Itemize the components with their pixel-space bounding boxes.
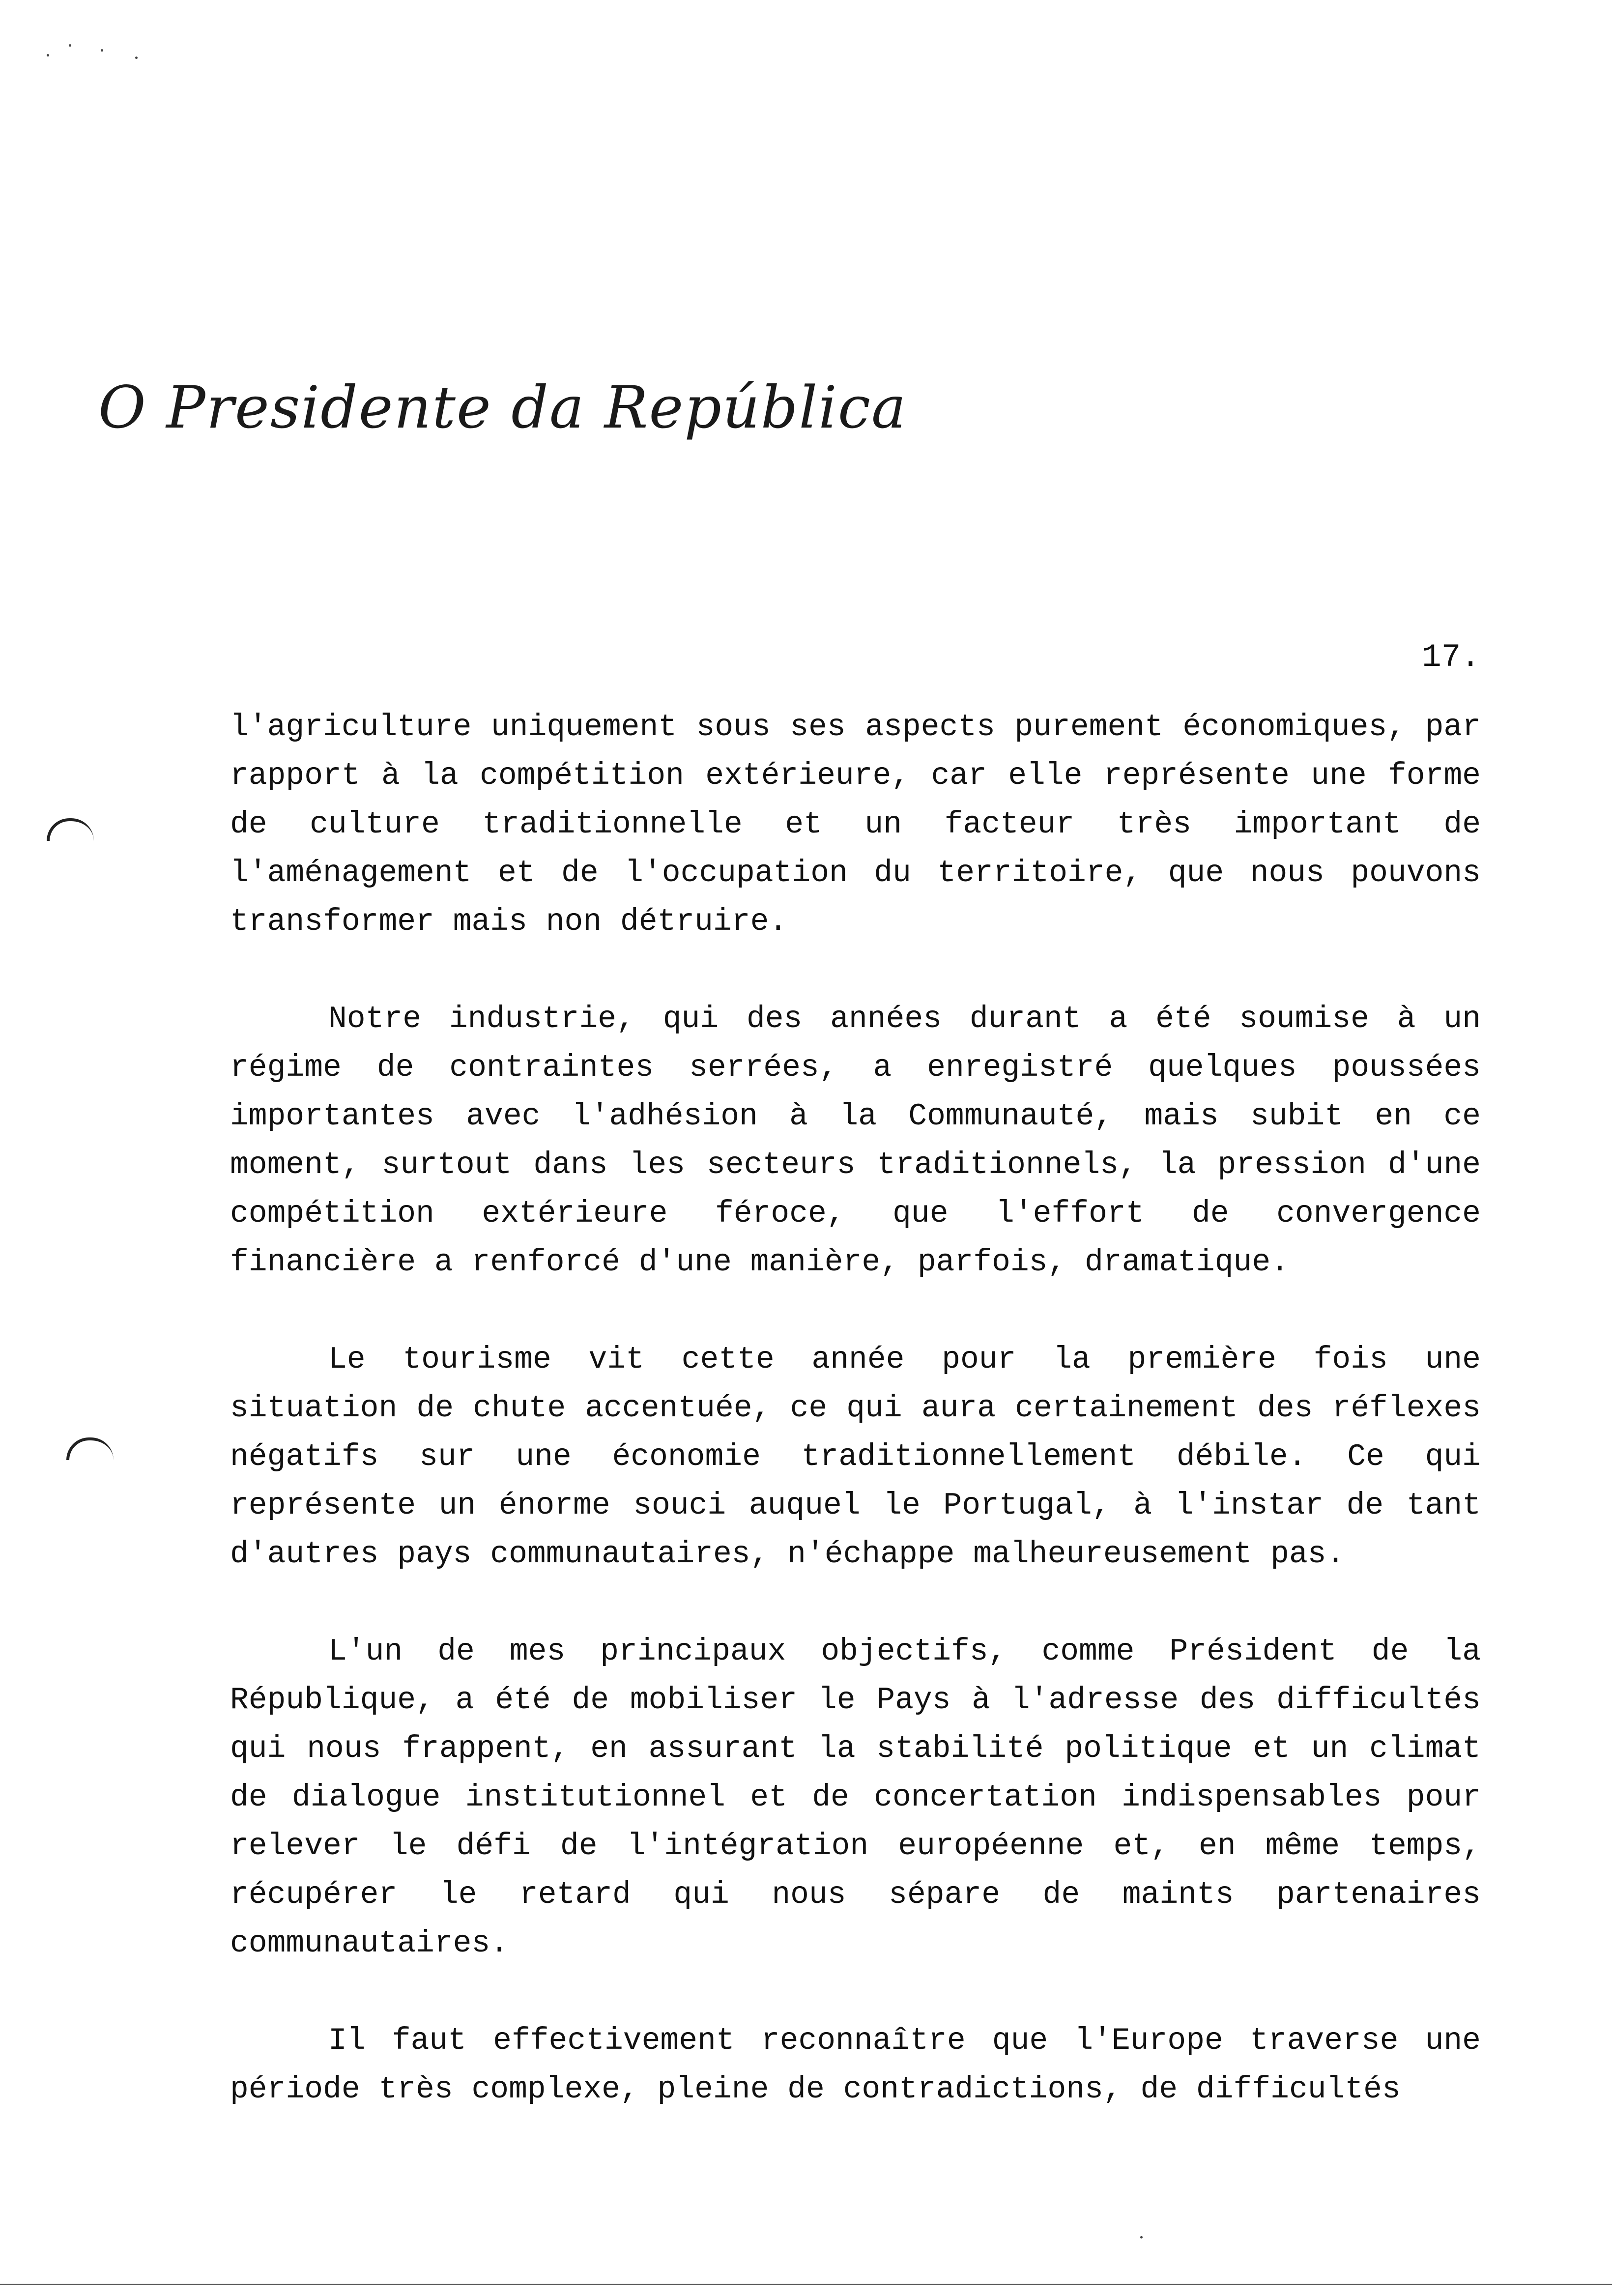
paragraph: l'agriculture uniquement sous ses aspects purement économiques, par rapport à la compétition extérieure, car elle représente une forme de culture traditionnelle et un facteur très important de l'aménagement et de l'occupation du territoire, que nous pouvons transformer mais non détruire. [230, 710, 1481, 939]
paragraph: Le tourisme vit cette année pour la première fois une situation de chute accentuée, ce qui aura certainement des réflexes négatifs sur une économie traditionnellement débile. Ce qui représente un énorme souci auquel le Portugal, à l'instar de tant d'autres pays communautaires, n'échappe malheureusement pas. [230, 1342, 1481, 1572]
paragraph: L'un de mes principaux objectifs, comme Président de la République, a été de mobiliser le Pays à l'adresse des difficultés qui nous frappent, en assurant la stabilité politique et un climat de dialogue institutionnel et de concertation indispensables pour relever le défi de l'intégration européenne et, en même temps, récupérer le retard qui nous sépare de maints partenaires communautaires. [230, 1634, 1481, 1961]
paragraph: Il faut effectivement reconnaître que l'Europe traverse une période très complexe, pleine de contradictions, de difficultés [230, 2023, 1481, 2107]
scan-speck [135, 57, 138, 59]
scan-edge-line [0, 2284, 1612, 2285]
scan-speck [101, 49, 103, 52]
punch-hole-mark [47, 818, 94, 841]
punch-hole-mark [66, 1437, 114, 1460]
scan-speck [69, 44, 71, 47]
letterhead-signature: O Presidente da República [98, 373, 907, 441]
document-body [230, 703, 1481, 2162]
paragraph: Notre industrie, qui des années durant a été soumise à un régime de contraintes serrées, a enregistré quelques poussées importantes avec l'adhésion à la Communauté, mais subit en ce moment, surtout dans les secteurs traditionnels, la pression d'une compétition extérieure féroce, que l'effort de convergence financière a renforcé d'une manière, parfois, dramatique. [230, 1002, 1481, 1280]
scan-speck [47, 54, 49, 57]
page-number: 17. [1422, 639, 1480, 676]
scan-speck [1140, 2236, 1143, 2239]
